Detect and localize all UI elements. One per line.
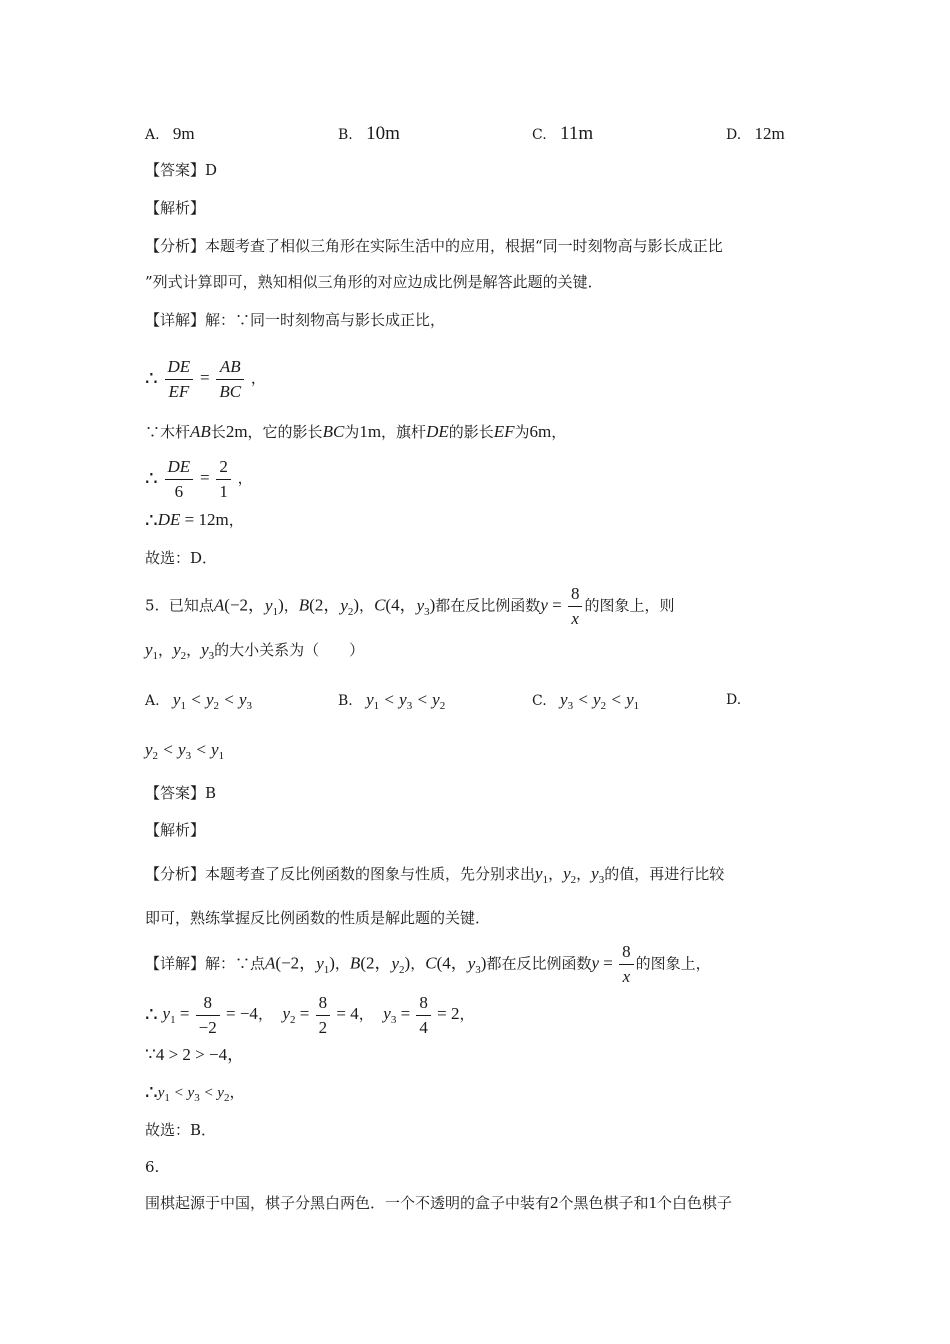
fraction-2-1: $\frac{2}{1}$	[216, 455, 231, 504]
q5-analysis-label: 【解析】	[145, 821, 206, 839]
q4-choose: 故选：D．	[145, 549, 218, 567]
q5-fenxi-line2: 即可，熟练掌握反比例函数的性质是解此题的关键．	[145, 909, 491, 927]
q4-given-line: ∵木杆AB长2m，它的影长BC为1m，旗杆DE的影长EF为6m，	[145, 422, 567, 441]
q4-option-a: A. 9m	[145, 124, 195, 143]
q5-stem-line2: $y_1$，$y_2$，$y_3$的大小关系为（ ）	[145, 640, 365, 662]
q4-ratio-equation: ∴ $\frac{DE}{EF}$ = $\frac{AB}{BC}$ ，	[145, 352, 266, 404]
q4-option-d: D. 12m	[726, 124, 785, 143]
q5-detail-line1: 【详解】解：∵点A(−2，$y_1$)，B(2，$y_2$)，C(4，$y_3$)都在反比例函数y = $\frac{8}{x}$ 的图象上，	[145, 942, 711, 986]
q5-option-b: B. $y_1 < y_3 < y_2$	[338, 690, 446, 712]
q5-option-d-expr: $y_2 < y_3 < y_1$	[145, 740, 225, 762]
q4-proportion: ∴ $\frac{DE}{6}$ = $\frac{2}{1}$ ，	[145, 452, 253, 504]
q5-compare: ∵4 > 2 > −4，	[145, 1045, 245, 1064]
q4-detail-line1: 【详解】解：∵同一时刻物高与影长成正比，	[145, 311, 446, 329]
q5-fenxi-line1: 【分析】本题考查了反比例函数的图象与性质，先分别求出$y_1$，$y_2$，$y_3$的值，再进行比较	[145, 864, 725, 886]
q6-number: 6.	[145, 1158, 160, 1176]
q4-answer: 【答案】D	[145, 161, 218, 179]
q4-result: ∴DE = 12m，	[145, 508, 244, 532]
q5-option-c: C. $y_3 < y_2 < y_1$	[532, 690, 640, 712]
q5-option-a: A. $y_1 < y_2 < y_3$	[145, 690, 253, 712]
fraction-de-ef: $\frac{DE}{EF}$	[165, 355, 194, 404]
q5-stem-line1: 5. 已知点A(−2，$y_1$)，B(2，$y_2$)，C(4，$y_3$)都在反比例函数y = $\frac{8}{x}$ 的图象上，则	[145, 584, 675, 628]
q4-fenxi-line2: ”列式计算即可，熟知相似三角形的对应边成比例是解答此题的关键．	[145, 273, 603, 291]
fraction-ab-bc: $\frac{AB}{BC}$	[216, 355, 244, 404]
q6-stem-line1: 围棋起源于中国，棋子分黑白两色．一个不透明的盒子中装有2个黑色棋子和1个白色棋子	[145, 1193, 733, 1212]
q5-order: $\therefore y_1 < y_3 < y_2$，	[145, 1080, 245, 1104]
q4-option-c: C. 11m	[532, 123, 594, 144]
q4-option-b: B. 10m	[338, 123, 400, 144]
q4-analysis-label: 【解析】	[145, 199, 206, 217]
q5-choose: 故选：B．	[145, 1121, 217, 1139]
q4-fenxi-line1: 【分析】本题考查了相似三角形在实际生活中的应用，根据“同一时刻物高与影长成正比	[145, 237, 723, 255]
fraction-de-6: $\frac{DE}{6}$	[165, 455, 194, 504]
q5-answer: 【答案】B	[145, 784, 217, 802]
q5-calc-line: ∴ $y_1$ = $\frac{8}{-2}$ = −4， $y_2$ = $\frac{8}{2}$ = 4， $y_3$ = $\frac{8}{4}$ = 2，	[145, 992, 475, 1037]
q5-option-d: D.	[726, 692, 742, 708]
